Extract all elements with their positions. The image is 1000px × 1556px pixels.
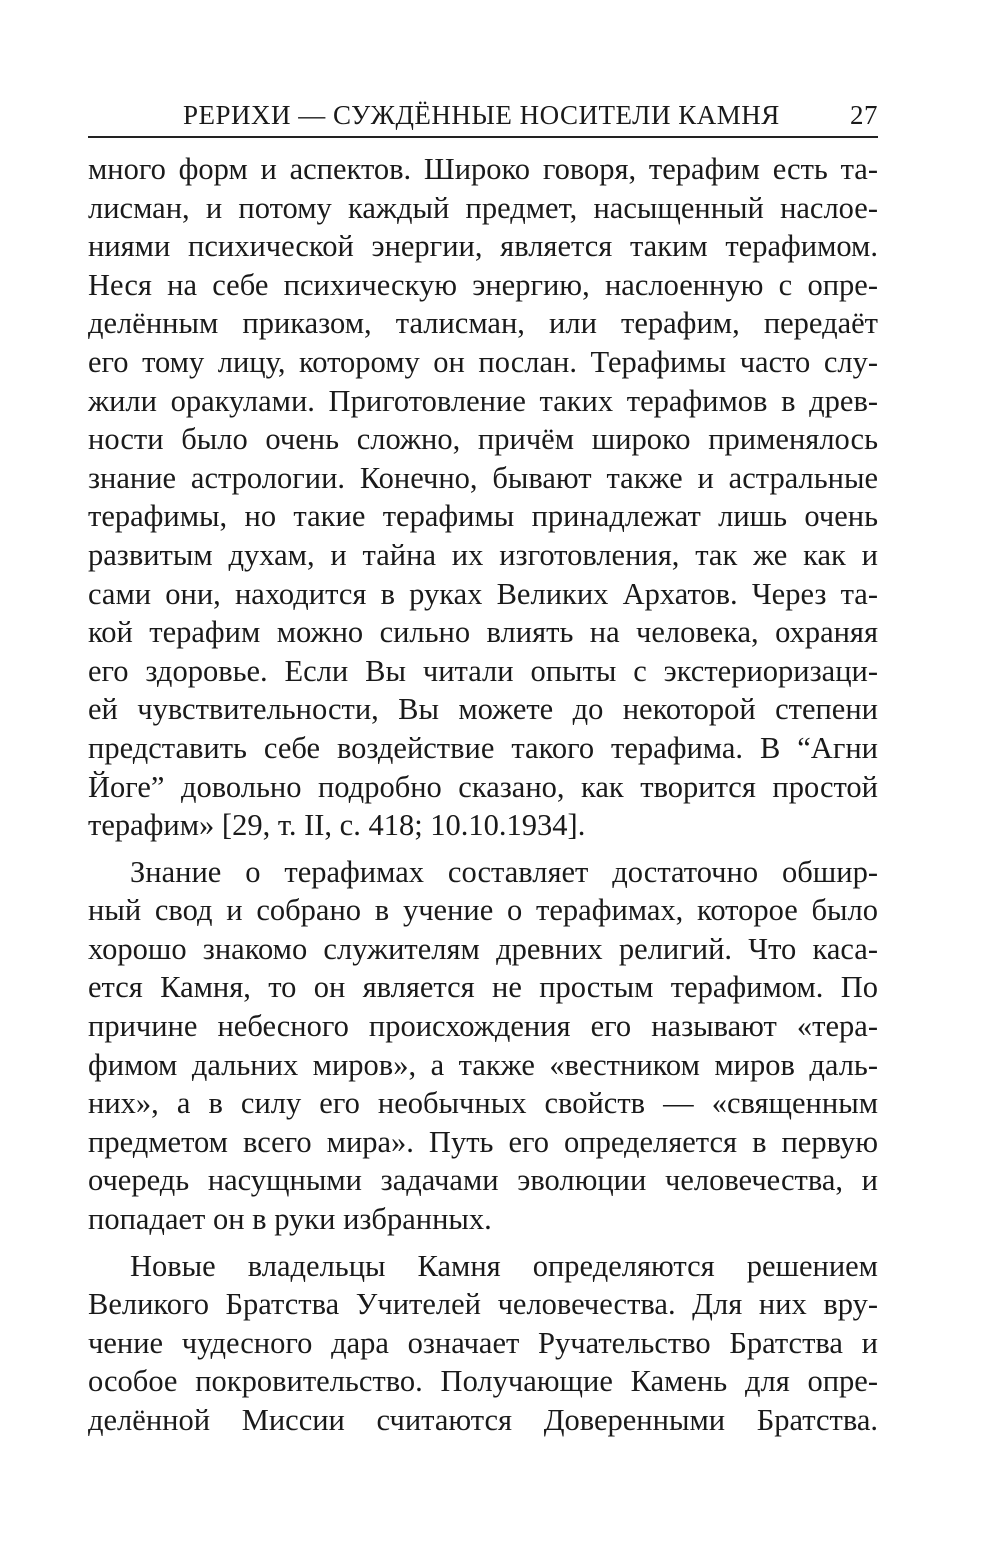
text-line: предметом всего мира». Путь его определяется в первую xyxy=(88,1124,878,1159)
text-line: причине небесного происхождения его называют «тера- xyxy=(88,1009,878,1044)
text-line: кой терафим можно сильно влиять на человека, охраняя xyxy=(88,615,878,650)
text-line: его тому лицу, которому он послан. Терафимы часто слу- xyxy=(88,344,878,379)
paragraph-1 xyxy=(88,150,878,845)
text-line: Знание о терафимах составляет достаточно обшир- xyxy=(130,854,878,889)
text-line: них», а в силу его необычных свойств — «священным xyxy=(88,1086,878,1121)
running-title: РЕРИХИ — СУЖДЁННЫЕ НОСИТЕЛИ КАМНЯ xyxy=(183,100,780,130)
text-line: ниями психической энергии, является таким терафимом. xyxy=(88,229,878,264)
text-line: много форм и аспектов. Широко говоря, терафим есть та- xyxy=(88,152,878,186)
text-line: Неся на себе психическую энергию, наслоенную с опре- xyxy=(88,267,878,302)
paragraph-gap xyxy=(88,845,878,853)
text-line: ей чувствительности, Вы можете до некоторой степени xyxy=(88,692,878,727)
running-header xyxy=(88,92,878,138)
text-line: делённой Миссии считаются Доверенными Братства. xyxy=(88,1403,878,1437)
text-line: ности было очень сложно, причём широко применялось xyxy=(88,422,878,457)
paragraph-gap xyxy=(88,1239,878,1247)
text-line: жили оракулами. Приготовление таких терафимов в древ- xyxy=(88,383,878,418)
text-line: делённым приказом, талисман, или терафим, передаёт xyxy=(88,306,878,341)
paragraph-2 xyxy=(88,853,878,1239)
text-line: его здоровье. Если Вы читали опыты с экстериоризаци- xyxy=(88,653,878,688)
text-line: терафимы, но такие терафимы принадлежат лишь очень xyxy=(88,499,878,534)
text-line: развитым духам, и тайна их изготовления, так же как и xyxy=(88,537,878,572)
text-line: чение чудесного дара означает Ручательство Братства и xyxy=(88,1325,878,1360)
body-text xyxy=(88,150,878,1440)
text-line: терафим» [29, т. II, с. 418; 10.10.1934]. xyxy=(88,808,586,843)
text-line: Великого Братства Учителей человечества. Для них вру- xyxy=(88,1287,878,1322)
text-line: сами они, находится в руках Великих Архатов. Через та- xyxy=(88,576,878,611)
text-line: представить себе воздействие такого терафима. В “Агни xyxy=(88,730,878,765)
text-line: Йоге” довольно подробно сказано, как творится простой xyxy=(88,769,878,804)
text-line: ется Камня, то он является не простым терафимом. По xyxy=(88,970,878,1005)
text-line: Новые владельцы Камня определяются решением xyxy=(130,1248,878,1283)
page-number: 27 xyxy=(850,100,878,130)
text-line: ный свод и собрано в учение о терафимах, которое было xyxy=(88,893,878,928)
text-line: знание астрологии. Конечно, бывают также и астральные xyxy=(88,460,878,495)
text-line: хорошо знакомо служителям древних религий. Что каса- xyxy=(88,931,878,966)
text-line: очередь насущными задачами эволюции человечества, и xyxy=(88,1163,878,1198)
text-line: попадает он в руки избранных. xyxy=(88,1202,492,1237)
paragraph-3 xyxy=(88,1247,878,1440)
text-line: фимом дальних миров», а также «вестником миров даль- xyxy=(88,1047,878,1082)
text-line: особое покровительство. Получающие Камень для опре- xyxy=(88,1364,878,1399)
text-line: лисман, и потому каждый предмет, насыщенный наслое- xyxy=(88,190,878,225)
